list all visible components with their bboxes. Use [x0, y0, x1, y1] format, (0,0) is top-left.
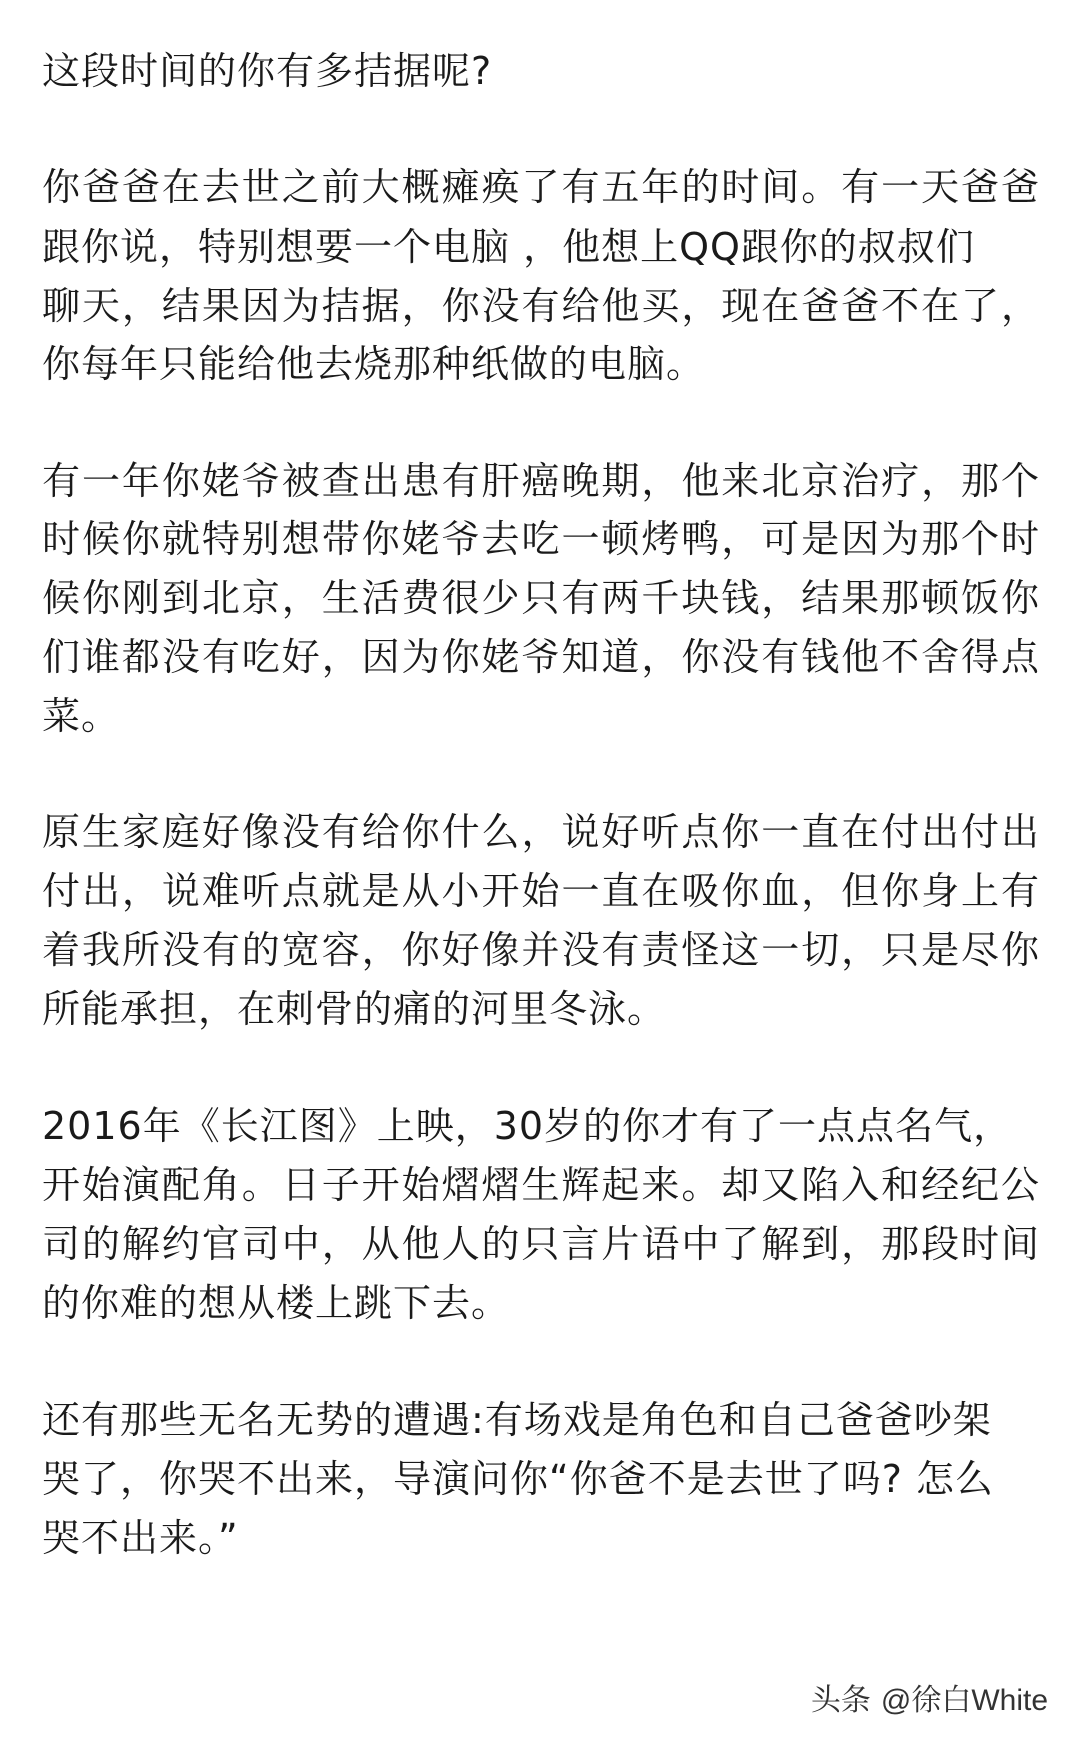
paragraph-1-line-1: 这段时间的你有多拮据呢? — [42, 49, 493, 93]
paragraph-6-line-2: 哭了，你哭不出来，导演问你“你爸不是去世了吗? 怎么 — [42, 1457, 994, 1501]
watermark-handle: @徐白White — [880, 1684, 1048, 1717]
paragraph-5-line-2: 开始演配角。日子开始熠熠生辉起来。却又陷入和经纪公 — [42, 1163, 1040, 1207]
paragraph-6-line-3: 哭不出来。” — [42, 1516, 239, 1560]
paragraph-5-line-3: 司的解约官司中，从他人的只言片语中了解到，那段时间 — [42, 1222, 1040, 1266]
paragraph-3-line-4: 们谁都没有吃好，因为你姥爷知道，你没有钱他不舍得点 — [42, 635, 1040, 679]
paragraph-4-line-3: 着我所没有的宽容，你好像并没有责怪这一切，只是尽你 — [42, 928, 1040, 972]
paragraph-2-line-1: 你爸爸在去世之前大概瘫痪了有五年的时间。有一天爸爸 — [42, 165, 1040, 209]
paragraph-2-line-2: 跟你说，特别想要一个电脑 ，他想上QQ跟你的叔叔们 — [42, 225, 975, 269]
paragraph-5-line-1: 2016年《长江图》上映，30岁的你才有了一点点名气， — [42, 1104, 1013, 1148]
paragraph-3-line-3: 候你刚到北京，生活费很少只有两千块钱，结果那顿饭你 — [42, 576, 1040, 620]
watermark — [801, 1669, 1058, 1725]
paragraph-3-line-2: 时候你就特别想带你姥爷去吃一顿烤鸭，可是因为那个时 — [42, 517, 1040, 561]
paragraph-3-line-1: 有一年你姥爷被查出患有肝癌晚期，他来北京治疗，那个 — [42, 459, 1040, 503]
paragraph-3-line-5: 菜。 — [42, 694, 121, 738]
paragraph-2-line-3: 聊天，结果因为拮据，你没有给他买，现在爸爸不在了， — [42, 284, 1040, 328]
paragraph-5-line-4: 的你难的想从楼上跳下去。 — [42, 1281, 511, 1325]
paragraph-4-line-4: 所能承担，在刺骨的痛的河里冬泳。 — [42, 987, 667, 1031]
paragraph-4-line-2: 付出，说难听点就是从小开始一直在吸你血，但你身上有 — [42, 869, 1040, 913]
paragraph-2-line-4: 你每年只能给他去烧那种纸做的电脑。 — [42, 342, 706, 386]
paragraph-6-line-1: 还有那些无名无势的遭遇:有场戏是角色和自己爸爸吵架 — [42, 1398, 992, 1442]
toutiao-logo: 头条 — [810, 1684, 871, 1717]
paragraph-4-line-1: 原生家庭好像没有给你什么，说好听点你一直在付出付出 — [42, 810, 1040, 854]
